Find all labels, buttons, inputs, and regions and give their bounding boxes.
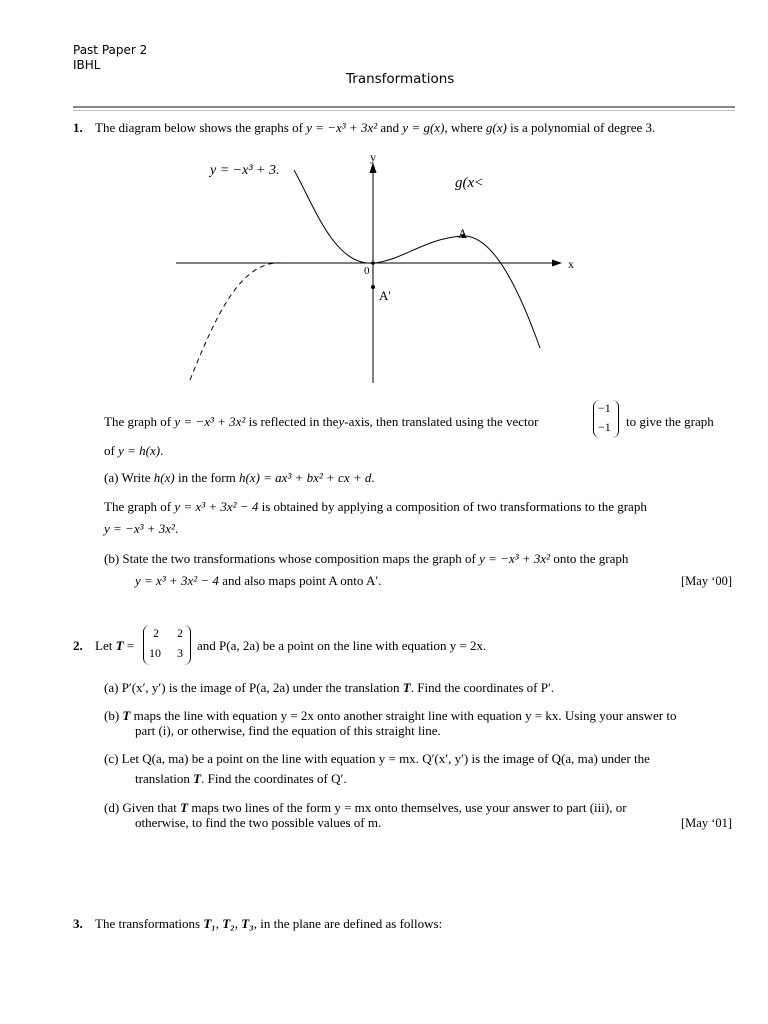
- point-a-prime-label: A': [379, 288, 391, 303]
- q2-part-d-cont: otherwise, to find the two possible values of m.: [135, 815, 382, 830]
- q1-graph: [170, 148, 590, 388]
- header-course: IBHL: [73, 58, 101, 72]
- q2-part-d: (d) Given that T maps two lines of the form y = mx onto themselves, use your answer to part (iii), or: [104, 800, 627, 815]
- q2-mark: [May ‘01]: [681, 816, 733, 830]
- q1-to-give: to give the graph: [626, 414, 714, 429]
- q3-intro: The transformations T₁, T₂, T₃, in the plane are defined as follows:: [95, 916, 443, 931]
- q1-number: 1.: [73, 120, 83, 135]
- q1-part-b-cont: y = x³ + 3x² − 4 and also maps point A onto A′.: [135, 573, 382, 588]
- curve-label: y = −x³ + 3.: [210, 163, 280, 178]
- origin-point: [371, 261, 375, 265]
- matrix-12: 2: [177, 626, 183, 640]
- q1-eq-f: y = −x³ + 3x²: [306, 120, 378, 135]
- q1-composition-graph: y = −x³ + 3x².: [104, 521, 179, 536]
- q3-number: 3.: [73, 916, 83, 931]
- vector-top: −1: [598, 401, 611, 415]
- title-rule-2: [73, 110, 735, 111]
- q2-part-b-cont: part (i), or otherwise, find the equation of this straight line.: [135, 723, 441, 738]
- page-title: Transformations: [346, 71, 455, 87]
- q1-hx-line: of y = h(x).: [104, 443, 164, 458]
- q2-matrix: [143, 625, 191, 665]
- curve-combined: [294, 170, 540, 348]
- header-paper: Past Paper 2: [73, 43, 148, 57]
- q1-gx: g(x): [485, 120, 507, 135]
- point-a-prime-marker: [371, 285, 375, 289]
- x-axis-label: x: [568, 257, 574, 271]
- q2-number: 2.: [73, 638, 83, 653]
- q1-vector: [593, 400, 619, 438]
- q1-intro-b: , where: [444, 120, 483, 135]
- q1-intro-a: The diagram below shows the graphs of: [95, 120, 303, 135]
- y-axis-label: y: [370, 150, 376, 164]
- matrix-22: 3: [177, 646, 183, 660]
- q2-intro: and P(a, 2a) be a point on the line with equation y = 2x.: [197, 638, 487, 653]
- q2-part-b: (b) T maps the line with equation y = 2x onto another straight line with equation y = kx. Using your answer to: [104, 708, 677, 723]
- q1-part-a: (a) Write h(x) in the form h(x) = ax³ + bx² + cx + d.: [104, 470, 375, 485]
- q2-part-c: (c) Let Q(a, ma) be a point on the line with equation y = mx. Q′(x′, y′) is the image of Q(a, ma) under the: [104, 751, 650, 766]
- q1-part-b: (b) State the two transformations whose composition maps the graph of y = −x³ + 3x² onto the graph: [104, 551, 629, 566]
- q1-eq-g: y = g(x): [402, 120, 445, 135]
- matrix-11: 2: [153, 626, 159, 640]
- point-a-label: A: [458, 226, 468, 241]
- q1-mark: [May ‘00]: [681, 574, 733, 588]
- q1-intro: [95, 120, 655, 136]
- q2-part-a: (a) P′(x′, y′) is the image of P(a, 2a) under the translation T. Find the coordinates of P′.: [104, 680, 555, 695]
- q1-composition-line: The graph of y = x³ + 3x² − 4 is obtained by applying a composition of two transformations to the graph: [104, 499, 647, 514]
- vector-bottom: −1: [598, 420, 611, 434]
- origin-label: 0: [364, 265, 370, 277]
- q1-and: and: [380, 120, 400, 135]
- x-axis-arrow: [552, 260, 562, 267]
- matrix-21: 10: [149, 646, 161, 660]
- title-rule: [73, 106, 735, 108]
- curve-dashed: [190, 263, 282, 380]
- q1-reflect-line: The graph of y = −x³ + 3x² is reflected in they-axis, then translated using the vector: [104, 414, 539, 429]
- q2-let: Let T =: [95, 638, 135, 653]
- q2-part-c-cont: translation T. Find the coordinates of Q′.: [135, 771, 347, 786]
- q1-intro-c: is a polynomial of degree 3.: [510, 120, 656, 135]
- g-label: g(x˂: [455, 175, 485, 191]
